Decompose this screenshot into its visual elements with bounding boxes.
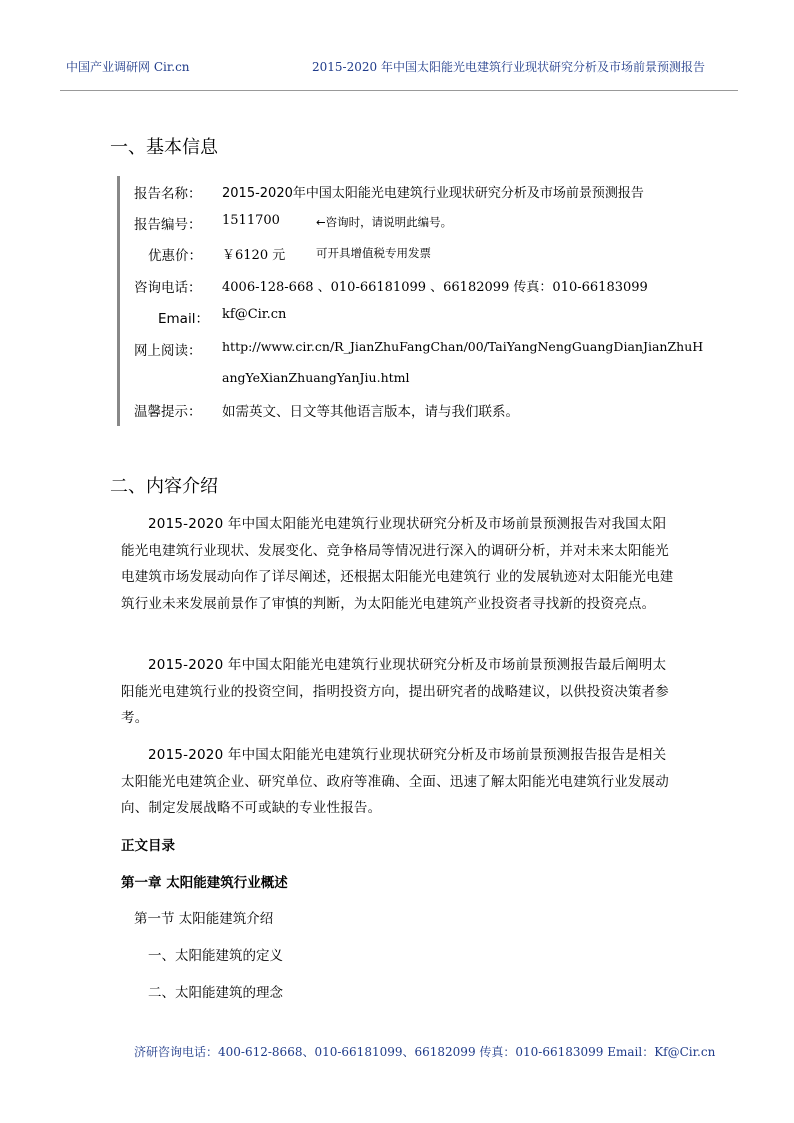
info-price-value: ￥6120 元 [222, 248, 286, 263]
info-price-note: 可开具增值税专用发票 [316, 246, 431, 260]
info-tip-value: 如需英文、日文等其他语言版本，请与我们联系。 [222, 404, 519, 420]
info-phone-value: 4006-128-668 、010-66181099 、66182099 传真：010-66183099 [222, 280, 648, 295]
info-name-label: 报告名称： [134, 186, 202, 202]
page-header-report-title: 2015-2020 年中国太阳能光电建筑行业现状研究分析及市场前景预测报告 [312, 60, 705, 74]
info-code-label: 报告编号： [134, 217, 202, 233]
info-phone-label: 咨询电话： [134, 280, 202, 296]
toc-item-1: 一、太阳能建筑的定义 [148, 948, 283, 964]
intro-paragraph-1: 2015-2020 年中国太阳能光电建筑行业现状研究分析及市场前景预测报告对我国太阳能光电建筑行业现状、发展变化、竞争格局等情况进行深入的调研分析，并对未来太阳能光电建筑市场发展动向作了详尽阐述，还根据太阳能光电建筑行 业的发展轨迹对太阳能光电建筑行业未来发展前景作了审慎的判断，为太阳能光电建筑产业投资者寻找新的投资亮点。 [121, 516, 674, 612]
info-price-label: 优惠价： [148, 248, 202, 264]
page-header-site: 中国产业调研网 Cir.cn [66, 60, 190, 74]
intro-paragraph-3: 2015-2020 年中国太阳能光电建筑行业现状研究分析及市场前景预测报告报告是相关太阳能光电建筑企业、研究单位、政府等准确、全面、迅速了解太阳能光电建筑行业发展动向、制定发展战略不可或缺的专业性报告。 [121, 747, 669, 816]
toc-item-2: 二、太阳能建筑的理念 [148, 985, 283, 1001]
toc-heading: 正文目录 [121, 838, 175, 854]
info-tip-label: 温馨提示： [134, 404, 202, 420]
info-code-value: 1511700 [222, 213, 280, 228]
info-left-bar [117, 176, 120, 426]
section-title-content: 二、内容介绍 [110, 476, 218, 497]
info-url-line1[interactable]: http://www.cir.cn/R_JianZhuFangChan/00/TaiYangNengGuangDianJianZhuH [222, 339, 704, 354]
toc-chapter-1: 第一章 太阳能建筑行业概述 [121, 875, 288, 891]
info-url-label: 网上阅读： [134, 343, 202, 359]
section-title-basic-info: 一、基本信息 [110, 137, 218, 158]
info-url-line2[interactable]: angYeXianZhuangYanJiu.html [222, 370, 410, 385]
page-footer: 济研咨询电话：400-612-8668、010-66181099、66182099 传真：010-66183099 Email：Kf@Cir.cn [134, 1045, 716, 1059]
header-divider [60, 90, 738, 91]
toc-section-1: 第一节 太阳能建筑介绍 [134, 911, 274, 927]
info-name-value: 2015-2020年中国太阳能光电建筑行业现状研究分析及市场前景预测报告 [222, 186, 644, 201]
info-email-label: Email： [158, 311, 209, 327]
intro-paragraph-2: 2015-2020 年中国太阳能光电建筑行业现状研究分析及市场前景预测报告最后阐明太阳能光电建筑行业的投资空间，指明投资方向，提出研究者的战略建议，以供投资决策者参考。 [121, 657, 669, 726]
info-email-value[interactable]: kf@Cir.cn [222, 307, 287, 322]
info-code-note: ←咨询时，请说明此编号。 [316, 215, 453, 229]
